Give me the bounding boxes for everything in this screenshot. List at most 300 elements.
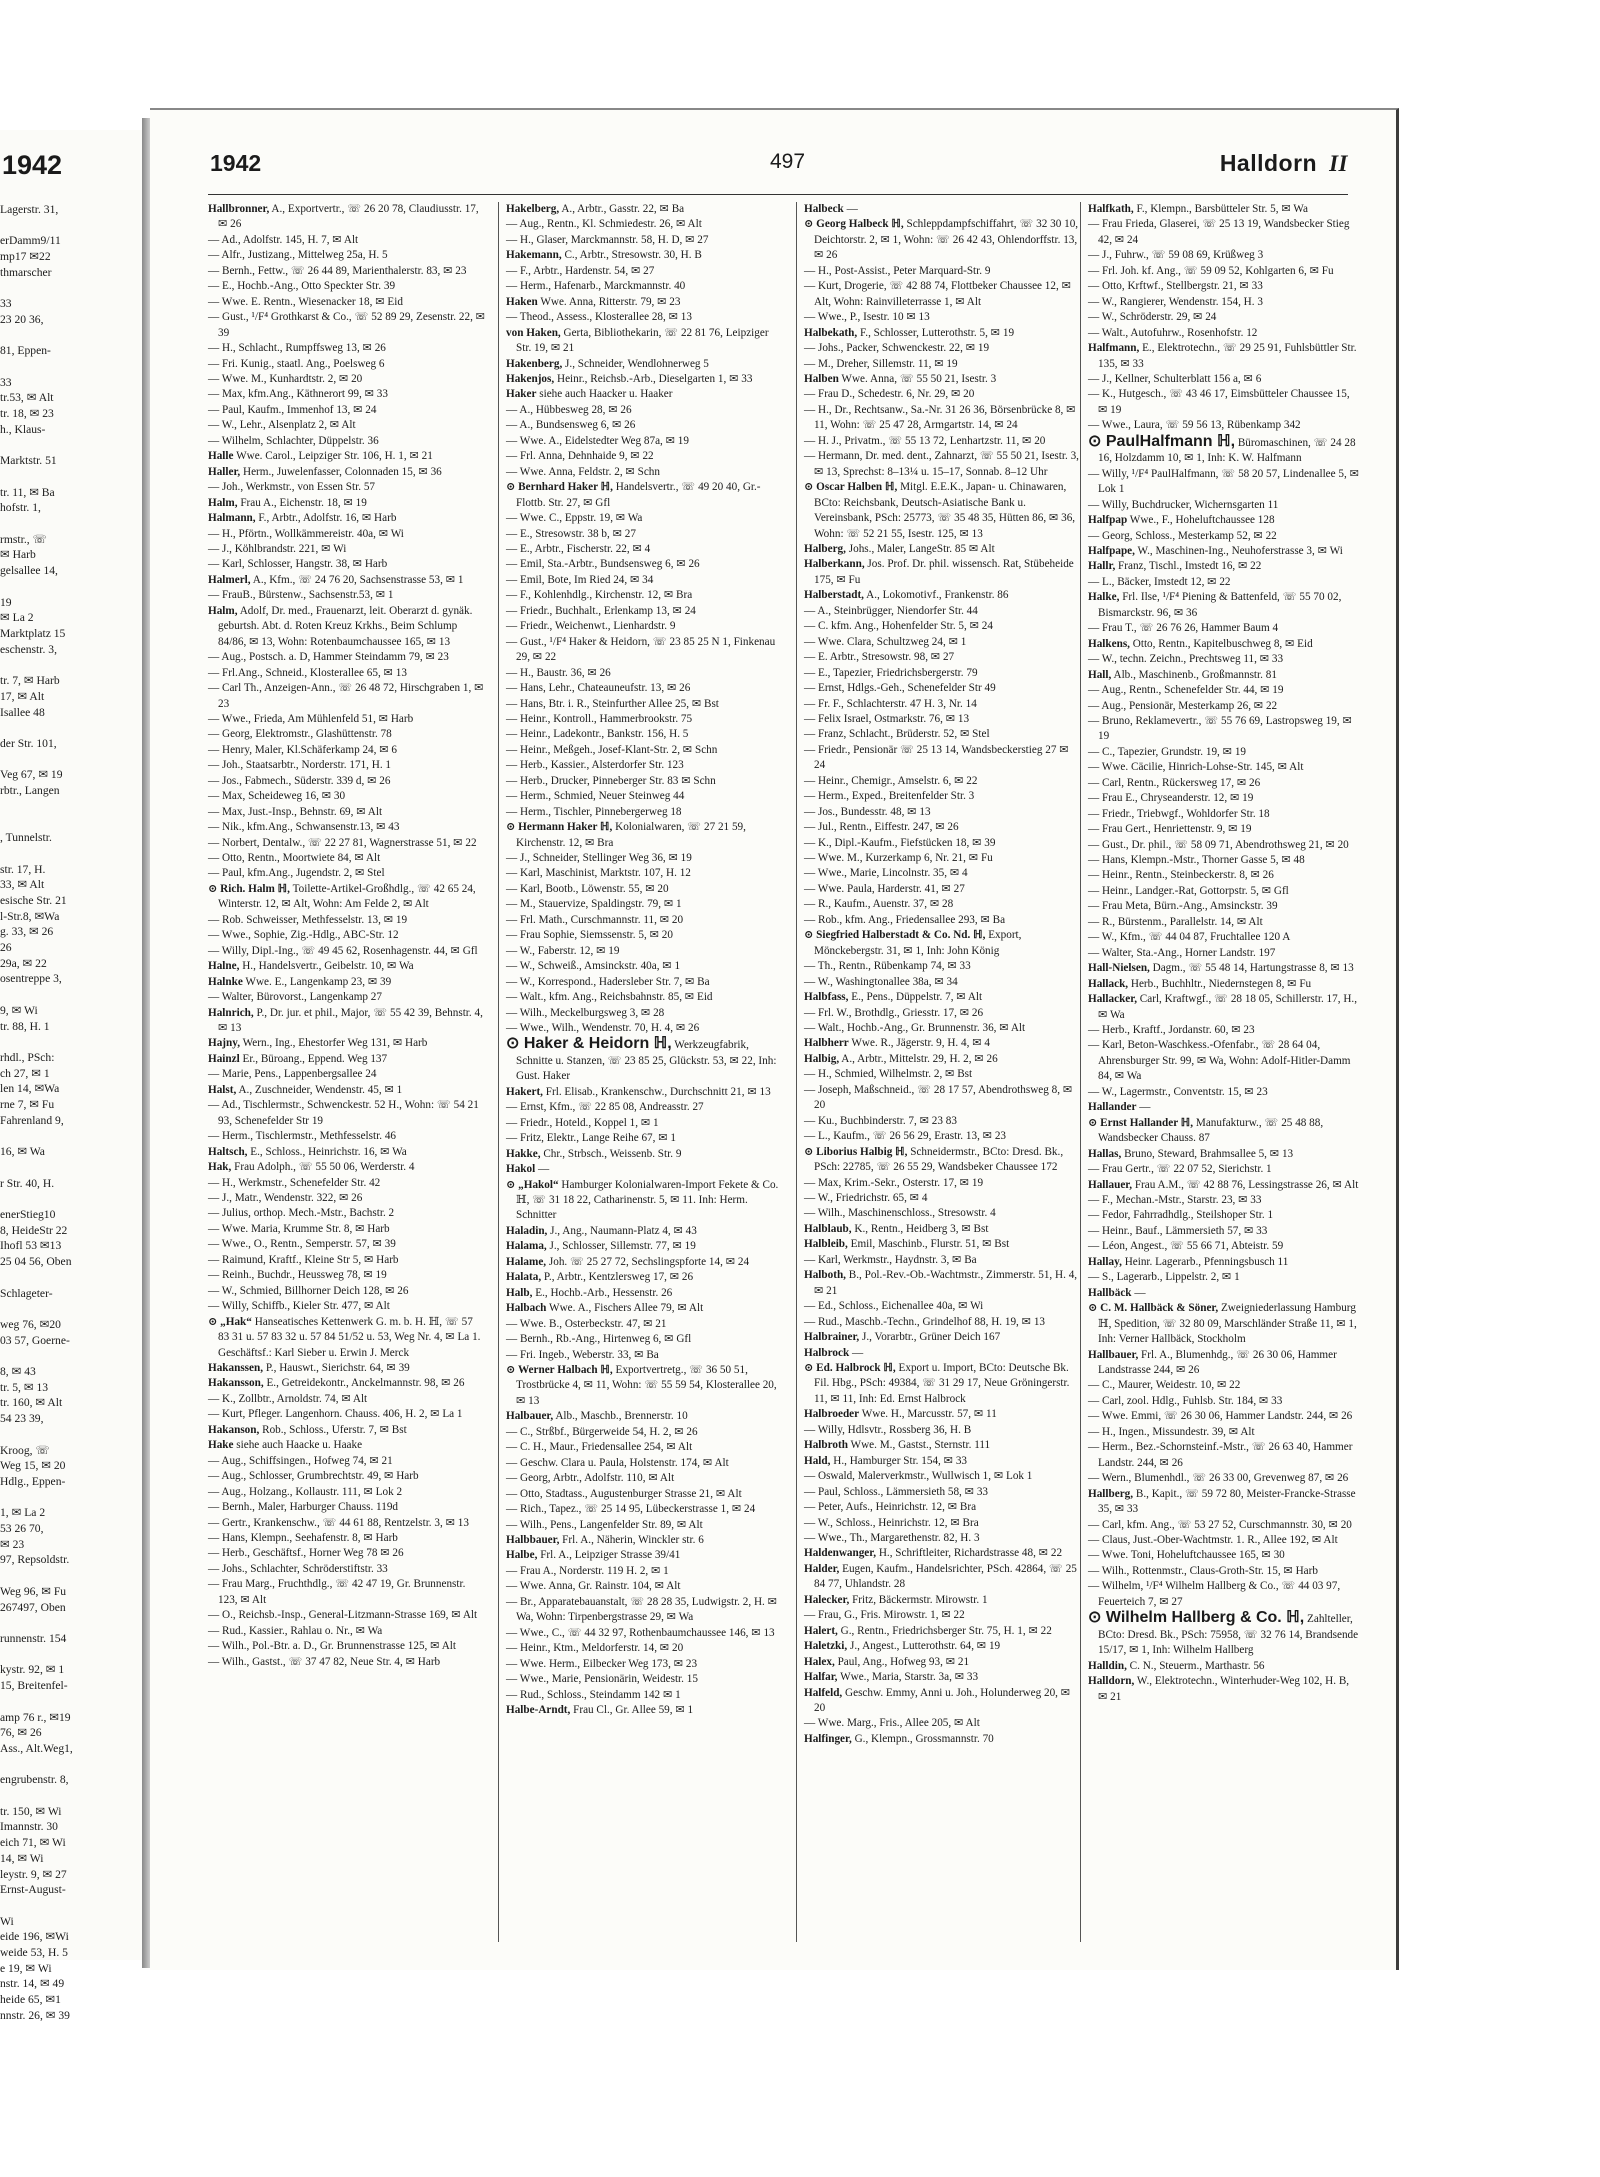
directory-entry (804, 1593, 1082, 1608)
entry-details: — Claus, Just.-Ober-Wachtmstr. 1. R., Allee 192, ✉ Alt (1088, 1533, 1338, 1546)
entry-name: ⊙ Liborius Halbig ℍ, (804, 1145, 908, 1158)
directory-entry (208, 1624, 486, 1639)
entry-name: Halata, (506, 1271, 542, 1284)
entry-details: — Léon, Angest., ☏ 55 66 71, Abteistr. 59 (1088, 1240, 1284, 1253)
entry-details: — Hans, Lehr., Chateauneufstr. 13, ✉ 26 (506, 682, 691, 695)
entry-details: — Max, kfm.Ang., Käthnerort 99, ✉ 33 (208, 388, 388, 401)
directory-entry (1088, 1471, 1360, 1486)
left-page-line: ✉ La 2 (0, 611, 34, 625)
entry-details: W., Elektrotechn., Winterhuder-Weg 102, H. B, ✉ 21 (1098, 1675, 1350, 1703)
directory-column-4 (1088, 202, 1360, 1942)
entry-name: Halnrich, (208, 1006, 254, 1019)
directory-entry (1088, 326, 1360, 341)
entry-details: — Willy, Buchdrucker, Wichernsgarten 11 (1088, 498, 1279, 511)
entry-details: — Wilh., Meckelburgsweg 3, ✉ 28 (506, 1006, 665, 1019)
entry-details: — Wilh., Rottenmstr., Claus-Groth-Str. 15, ✉ Harb (1088, 1564, 1318, 1577)
entry-details: — Wwe., C., ☏ 44 32 97, Rothenbaumchaussee 146, ✉ 13 (506, 1626, 775, 1639)
entry-details: — Wilhelm, ¹/F⁴ Wilhelm Hallberg & Co., ☏ 44 03 97, Feuerteich 7, ✉ 27 (1088, 1580, 1341, 1608)
left-page-line (0, 281, 148, 297)
entry-details: — Willy, Schiffb., Kieler Str. 477, ✉ Alt (208, 1300, 390, 1313)
directory-entry (506, 866, 784, 881)
directory-entry (804, 341, 1082, 356)
directory-entry (506, 387, 784, 402)
entry-details: — Ernst, Hdlgs.-Geh., Schenefelder Str 49 (804, 682, 996, 695)
directory-entry (506, 1301, 784, 1316)
entry-details: — Heinr., Landger.-Rat, Gottorpstr. 5, ✉ Gfl (1088, 884, 1289, 897)
entry-details: Chr., Strbsch., Weissenb. Str. 9 (540, 1147, 682, 1160)
entry-details: — Max, Just.-Insp., Behnstr. 69, ✉ Alt (208, 805, 383, 818)
entry-details: — Kurt, Drogerie, ☏ 42 88 74, Flottbeker Chaussee 12, ✉ Alt, Wohn: Rainvilleterrasse 1, ✉ Alt (804, 280, 1071, 308)
directory-entry (506, 851, 784, 866)
entry-details: — (1136, 1101, 1151, 1114)
directory-entry (506, 1224, 784, 1239)
left-page-line: 1, ✉ La 2 (0, 1506, 46, 1520)
left-page-line (0, 469, 148, 485)
directory-entry (1088, 248, 1360, 263)
directory-entry (506, 326, 784, 357)
directory-entry (506, 1657, 784, 1672)
entry-details: — Aug., Pensionär, Mesterkamp 26, ✉ 22 (1088, 699, 1278, 712)
left-page-line: thmarscher (0, 265, 52, 279)
entry-details: A., Kfm., ☏ 24 76 20, Sachsenstrasse 53, ✉ 1 (250, 573, 464, 586)
entry-name: Halne, (208, 960, 240, 973)
entry-details: J., Schlosser, Sillemstr. 77, ✉ 19 (546, 1240, 696, 1253)
directory-entry (208, 1176, 486, 1191)
directory-entry (1088, 202, 1360, 217)
entry-details: — Peter, Aufs., Heinrichstr. 12, ✉ Bra (804, 1501, 977, 1514)
left-page-line: runnenstr. 154 (0, 1631, 67, 1645)
directory-entry (804, 557, 1082, 588)
directory-entry (506, 1471, 784, 1486)
directory-entry (208, 465, 486, 480)
entry-details: C., Arbtr., Stresowstr. 30, H. B (561, 249, 702, 262)
left-page-line: leystr. 9, ✉ 27 (0, 1867, 67, 1881)
directory-entry (506, 542, 784, 557)
directory-entry (1088, 930, 1360, 945)
entry-details: — Th., Rentn., Rübenkamp 74, ✉ 33 (804, 960, 971, 973)
directory-entry (804, 774, 1082, 789)
left-page-line (0, 328, 148, 344)
entry-details: — Wwe. M., Kurzerkamp 6, Nr. 21, ✉ Fu (804, 852, 993, 865)
directory-entry (804, 959, 1082, 974)
left-page-year: 1942 (2, 150, 63, 180)
directory-entry (506, 959, 784, 974)
directory-entry (1088, 434, 1360, 467)
directory-entry (804, 326, 1082, 341)
directory-entry (208, 1160, 486, 1175)
left-page-line: 8, ✉ 43 (0, 1365, 36, 1379)
entry-details: — (1131, 1286, 1146, 1299)
entry-details: — H., Werkmstr., Schenefelder Str. 42 (208, 1176, 381, 1189)
entry-details: Frl. A., Näherin, Winckler str. 6 (559, 1533, 704, 1546)
left-page-line: eich 71, ✉ Wi (0, 1836, 66, 1850)
directory-entry (506, 1548, 784, 1563)
entry-name: Hake (208, 1439, 234, 1452)
entry-details: — Jos., Fabmech., Süderstr. 339 d, ✉ 26 (208, 774, 391, 787)
entry-details: — Otto, Rentn., Moortwiete 84, ✉ Alt (208, 852, 381, 865)
left-page-line: 267497, Oben (0, 1600, 66, 1614)
directory-entry (1088, 1394, 1360, 1409)
entry-details: H., Handelsvertr., Geibelstr. 10, ✉ Wa (239, 960, 414, 973)
directory-entry (804, 928, 1082, 959)
entry-details: Handelsvertr., ☏ 49 20 40, Gr.-Flottb. Str. 27, ✉ Gfl (516, 481, 761, 509)
left-page-line (0, 1898, 148, 1914)
entry-details: J., Ang., Naumann-Platz 4, ✉ 43 (547, 1224, 697, 1237)
entry-name: Hakelberg, (506, 203, 560, 215)
directory-entry (208, 1284, 486, 1299)
entry-details: — Carl Th., Anzeigen-Ann., ☏ 26 48 72, Hirschgraben 1, ✉ 23 (208, 682, 484, 710)
entry-details: — Rob. Schweisser, Methfesselstr. 13, ✉ 19 (208, 913, 408, 926)
left-page-line (0, 1647, 148, 1663)
entry-details: K., Rentn., Heidberg 3, ✉ Bst (851, 1222, 989, 1235)
entry-details: J., Vorarbtr., Grüner Deich 167 (859, 1331, 1001, 1344)
directory-entry (804, 604, 1082, 619)
directory-entry (1088, 1100, 1360, 1115)
left-page-line: rhdl., PSch: (0, 1050, 55, 1064)
entry-details: P., Hauswt., Sierichstr. 64, ✉ 39 (263, 1361, 410, 1374)
entry-details: — Frl. Joh. kf. Ang., ☏ 59 09 52, Kohlgarten 6, ✉ Fu (1088, 264, 1334, 277)
left-page-line: tr. 5, ✉ 13 (0, 1380, 49, 1394)
entry-details: — Rob., kfm. Ang., Friedensallee 293, ✉ Ba (804, 913, 1006, 926)
entry-details: — E., Hochb.-Ang., Otto Speckter Str. 39 (208, 280, 396, 293)
directory-entry (208, 1145, 486, 1160)
entry-details: A., Exportvertr., ☏ 26 20 78, Claudiusstr. 17, ✉ 26 (218, 203, 479, 231)
left-page-line (0, 438, 148, 454)
directory-entry (804, 1608, 1082, 1623)
entry-details: — Wwe. Maria, Krumme Str. 8, ✉ Harb (208, 1222, 390, 1235)
left-page-line: 33, ✉ Alt (0, 878, 45, 892)
entry-details: — H., Schmied, Wilhelmstr. 2, ✉ Bst (804, 1068, 973, 1081)
directory-entry (1088, 418, 1360, 433)
entry-details: — A., Hübbesweg 28, ✉ 26 (506, 403, 632, 416)
directory-entry (804, 1686, 1082, 1717)
directory-entry (506, 1021, 784, 1036)
directory-entry (506, 449, 784, 464)
directory-entry (208, 1067, 486, 1082)
left-page-line (0, 657, 148, 673)
left-page-line: 33 (0, 375, 12, 389)
directory-entry (208, 295, 486, 310)
entry-name: Halberg, (804, 542, 846, 555)
directory-entry (506, 1487, 784, 1502)
directory-entry (804, 1191, 1082, 1206)
entry-details: Adolf, Dr. med., Frauenarzt, leit. Oberarzt d. gynäk. geburtsh. Abt. d. Roten Kreuz Krkhs., Beim Schlump 84/86, ✉ 13, Wohn: Rotenbaumchaussee 165, ✉ 13 (218, 604, 473, 648)
left-page-line (0, 1427, 148, 1443)
directory-entry (208, 743, 486, 758)
entry-name: ⊙ Siegfried Halberstadt & Co. Nd. ℍ, (804, 929, 986, 942)
directory-entry (1088, 1286, 1360, 1301)
entry-name: Hall, (1088, 668, 1112, 681)
entry-details: — J., Kellner, Schulterblatt 156 a, ✉ 6 (1088, 372, 1262, 385)
entry-details: G., Rentn., Friedrichsberger Str. 75, H. 1, ✉ 22 (837, 1624, 1052, 1637)
entry-details: — Wilh., Maschinenschloss., Stresowstr. 4 (804, 1207, 996, 1220)
directory-entry (804, 727, 1082, 742)
directory-entry (1088, 1178, 1360, 1193)
entry-details: — Frau E., Chryseanderstr. 12, ✉ 19 (1088, 792, 1254, 805)
entry-details: — Emil, Bote, Im Ried 24, ✉ 34 (506, 573, 654, 586)
directory-entry (1088, 683, 1360, 698)
entry-details: — S., Lagerarb., Lippelstr. 2, ✉ 1 (1088, 1271, 1240, 1284)
entry-details: — J., Schneider, Stellinger Weg 36, ✉ 19 (506, 852, 692, 865)
entry-details: — Wwe. M., Kunhardtstr. 2, ✉ 20 (208, 372, 363, 385)
directory-entry (804, 403, 1082, 434)
entry-details: — Joseph, Maßschneid., ☏ 28 17 57, Abendrothsweg 8, ✉ 20 (804, 1083, 1073, 1112)
entry-name: Halberstadt, (804, 589, 864, 602)
directory-entry (1088, 1085, 1360, 1100)
directory-entry (1088, 1023, 1360, 1038)
directory-entry (506, 1672, 784, 1687)
entry-details: — (535, 1163, 550, 1176)
directory-entry (208, 805, 486, 820)
entry-details: — Frau, G., Fris. Mirowstr. 1, ✉ 22 (804, 1609, 965, 1622)
directory-entry (804, 805, 1082, 820)
left-page-line: hofstr. 1, (0, 501, 41, 515)
entry-details: — Wwe., Marie, Pensionärin, Weidestr. 15 (506, 1673, 698, 1686)
page-number: 497 (770, 150, 806, 173)
directory-entry (804, 1176, 1082, 1191)
directory-entry (506, 975, 784, 990)
entry-details: Hamburger Kolonialwaren-Import Fekete & Co. ℍ, ☏ 31 18 22, Catharinenstr. 5, ✉ 11. Inh: Herm. Schnitter (516, 1178, 779, 1222)
entry-details: — Karl, Beton-Waschkess.-Ofenfabr., ☏ 28 64 04, Ahrensburger Str. 99, ✉ Wa, Wohn: Adolf-Hitler-Damm 84, ✉ Wa (1088, 1039, 1351, 1083)
entry-details: Manufakturw., ☏ 25 48 88, Wandsbecker Chauss. 87 (1098, 1116, 1324, 1145)
directory-entry (208, 650, 486, 665)
directory-entry (804, 712, 1082, 727)
entry-details: Dagm., ☏ 55 48 14, Hartungstrasse 8, ✉ 13 (1149, 962, 1354, 975)
entry-details: — Carl, zool. Hdlg., Fuhlsb. Str. 184, ✉ 33 (1088, 1394, 1283, 1407)
entry-details: — Julius, orthop. Mech.-Mstr., Bachstr. 2 (208, 1207, 395, 1220)
entry-name: Haller, (208, 465, 241, 478)
directory-entry (1088, 1348, 1360, 1379)
directory-entry (208, 310, 486, 341)
entry-details: Er., Büroang., Eppend. Weg 137 (239, 1052, 388, 1065)
directory-entry (208, 789, 486, 804)
entry-details: Wwe., Maria, Starstr. 3a, ✉ 33 (837, 1671, 979, 1684)
entry-details: Wwe. Carol., Leipziger Str. 106, H. 1, ✉ 21 (233, 450, 433, 463)
entry-details: — Paul, Kaufm., Immenhof 13, ✉ 24 (208, 403, 377, 416)
directory-entry (208, 758, 486, 773)
running-head (1220, 150, 1348, 177)
entry-name: Hallander (1088, 1101, 1137, 1114)
entry-details: — Wwe., Sophie, Zig.-Hdlg., ABC-Str. 12 (208, 929, 399, 942)
entry-details: — (849, 1346, 864, 1359)
entry-details: — H., Schlacht., Rumpffsweg 13, ✉ 26 (208, 342, 386, 355)
entry-details: — W., Schloss., Heinrichstr. 12, ✉ Bra (804, 1516, 979, 1529)
entry-details: — Herm., Bez.-Schornsteinf.-Mstr., ☏ 26 63 40, Hammer Landstr. 244, ✉ 26 (1088, 1441, 1353, 1469)
directory-entry (506, 1688, 784, 1703)
directory-entry (506, 511, 784, 526)
left-page-line: str. 17, H. (0, 862, 46, 876)
entry-details: — Wwe. Clara, Schultzweg 24, ✉ 1 (804, 635, 967, 648)
entry-name: Halbach (506, 1302, 547, 1315)
left-page-line: Lagerstr. 31, (0, 203, 59, 216)
directory-entry (1088, 1239, 1360, 1254)
directory-entry (804, 743, 1082, 774)
entry-name: Hallack, (1088, 977, 1129, 990)
left-page-line: Fahrenland 9, (0, 1113, 64, 1127)
entry-details: — Emil, Sta.-Arbtr., Bundsensweg 6, ✉ 26 (506, 558, 700, 571)
entry-details: — Gertr., Krankenschw., ☏ 44 61 88, Rentzelstr. 3, ✉ 13 (208, 1516, 469, 1529)
directory-entry (804, 1361, 1082, 1407)
left-page-line: 17, ✉ Alt (0, 689, 45, 703)
directory-entry (804, 1299, 1082, 1314)
entry-name: Hainzl (208, 1052, 240, 1065)
directory-entry (804, 1206, 1082, 1221)
directory-entry (506, 774, 784, 789)
left-page-line: Hdlg., Eppen- (0, 1474, 66, 1488)
entry-name: Hak, (208, 1161, 232, 1174)
entry-details: — Aug., Schiffsingen., Hofweg 74, ✉ 21 (208, 1454, 393, 1467)
entry-name: Halbig, (804, 1052, 840, 1065)
left-page-line: kystr. 92, ✉ 1 (0, 1663, 65, 1677)
directory-entry (804, 449, 1082, 480)
entry-name: Halfpap (1088, 514, 1128, 527)
directory-entry (208, 990, 486, 1005)
directory-entry (1088, 1610, 1360, 1658)
directory-entry (208, 1608, 486, 1623)
directory-entry (1088, 1518, 1360, 1533)
directory-entry (1088, 714, 1360, 745)
directory-entry (1088, 1378, 1360, 1393)
directory-entry (506, 557, 784, 572)
directory-entry (506, 712, 784, 727)
directory-entry (208, 387, 486, 402)
directory-entry (208, 1407, 486, 1422)
left-page-line: esische Str. 21 (0, 893, 67, 907)
directory-entry (208, 557, 486, 572)
directory-entry (804, 1052, 1082, 1067)
entry-details: — Alfr., Justizang., Mittelweg 25a, H. 5 (208, 249, 388, 262)
entry-details: — Wwe. Anna, Gr. Rainstr. 104, ✉ Alt (506, 1580, 681, 1593)
entry-details: — FrauB., Bürstenw., Sachsenstr.53, ✉ 1 (208, 589, 394, 602)
entry-details: — Willy, Hdlsvtr., Rossberg 36, H. B (804, 1423, 972, 1436)
entry-details: — Frl. Math., Curschmannstr. 11, ✉ 20 (506, 913, 684, 926)
directory-entry (804, 1036, 1082, 1051)
entry-details: — Wwe., Laura, ☏ 59 56 13, Rübenkamp 342 (1088, 419, 1301, 432)
directory-column-3 (804, 202, 1082, 1942)
directory-entry (1088, 621, 1360, 636)
entry-name: Hakke, (506, 1147, 541, 1160)
entry-details: — Frau Meta, Bürn.-Ang., Amsinckstr. 39 (1088, 900, 1278, 913)
directory-entry (804, 1268, 1082, 1299)
entry-details: E., Schloss., Heinrichstr. 16, ✉ Wa (247, 1145, 407, 1158)
entry-details: — C., Strßbf., Bürgerweide 54, H. 2, ✉ 26 (506, 1425, 698, 1438)
entry-details: — Wwe. Paula, Harderstr. 41, ✉ 27 (804, 882, 965, 895)
directory-entry (804, 1067, 1082, 1082)
entry-details: — Frau A., Norderstr. 119 H. 2, ✉ 1 (506, 1564, 669, 1577)
entry-details: Werkzeugfabrik, Schnitte u. Stanzen, ☏ 23 85 25, Glückstr. 53, ✉ 22, Inh: Gust. Haker (516, 1039, 777, 1083)
entry-details: — Wwe., Marie, Lincolnstr. 35, ✉ 4 (804, 867, 968, 880)
left-page-line (0, 359, 148, 375)
entry-name: Halm, (208, 496, 238, 509)
directory-entry (804, 866, 1082, 881)
directory-entry (208, 1361, 486, 1376)
entry-details: B., Pol.-Rev.-Ob.-Wachtmstr., Zimmerstr. 51, H. 4, ✉ 21 (814, 1269, 1078, 1297)
directory-entry (506, 465, 784, 480)
directory-entry (506, 1703, 784, 1718)
left-page-line: osentreppe 3, (0, 972, 62, 986)
directory-entry (208, 666, 486, 681)
directory-entry (1088, 853, 1360, 868)
directory-entry (506, 418, 784, 433)
directory-entry (506, 1036, 784, 1084)
directory-entry (208, 248, 486, 263)
directory-entry (208, 866, 486, 881)
directory-entry (804, 1500, 1082, 1515)
entry-details: — C., Maurer, Weidestr. 10, ✉ 22 (1088, 1379, 1241, 1392)
directory-entry (804, 897, 1082, 912)
entry-name: Haladin, (506, 1224, 548, 1237)
directory-entry (208, 1036, 486, 1051)
entry-details: Wwe. R., Jägerstr. 9, H. 4, ✉ 4 (848, 1037, 990, 1050)
entry-details: — Georg, Elektromstr., Glashüttenstr. 78 (208, 728, 392, 741)
running-head-name: Halldorn (1219, 150, 1318, 176)
entry-name: Hallauer, (1088, 1178, 1133, 1191)
left-page-line: Weg 96, ✉ Fu (0, 1584, 67, 1598)
entry-details: Franz, Tischl., Imstedt 16, ✉ 22 (1115, 560, 1262, 573)
left-page-line (0, 1160, 148, 1176)
directory-entry (1088, 776, 1360, 791)
directory-entry (208, 1237, 486, 1252)
entry-details: E., Getreidekontr., Anckelmannstr. 98, ✉ 26 (263, 1377, 465, 1390)
entry-details: Alb., Maschb., Brennerstr. 10 (553, 1410, 688, 1423)
directory-entry (208, 542, 486, 557)
entry-details: G., Klempn., Grossmannstr. 70 (851, 1732, 994, 1745)
directory-entry (506, 202, 784, 217)
directory-entry (208, 1423, 486, 1438)
left-page-line: 29a, ✉ 22 (0, 956, 47, 970)
directory-entry (1088, 791, 1360, 806)
entry-details: Otto, Rentn., Kapitelbuschweg 8, ✉ Eid (1129, 637, 1313, 650)
left-page-line: h., Klaus- (0, 422, 46, 436)
entry-details: — H., Ingen., Missundestr. 39, ✉ Alt (1088, 1425, 1255, 1438)
directory-entry (1088, 1255, 1360, 1270)
left-page-line: g. 33, ✉ 26 (0, 925, 54, 939)
directory-entry (506, 279, 784, 294)
left-page-line: 81, Eppen- (0, 344, 51, 358)
directory-entry (506, 1626, 784, 1641)
directory-entry (208, 712, 486, 727)
entry-details: Wwe. Anna, Ritterstr. 79, ✉ 23 (537, 295, 681, 308)
entry-details: — Frl. W., Brothdlg., Griesstr. 17, ✉ 26 (804, 1006, 984, 1019)
entry-details: Herm., Juwelenfasser, Colonnaden 15, ✉ 36 (240, 465, 442, 478)
directory-entry (1088, 372, 1360, 387)
directory-entry (1088, 1038, 1360, 1084)
entry-details: A., Zuschneider, Wendenstr. 45, ✉ 1 (236, 1083, 403, 1096)
entry-details: Fritz, Bäckermstr. Mirowstr. 1 (849, 1593, 988, 1606)
entry-details: — Otto, Krftwf., Stellbergstr. 21, ✉ 33 (1088, 280, 1263, 293)
directory-entry (804, 681, 1082, 696)
directory-entry (804, 1021, 1082, 1036)
entry-details: — W., Washingtonallee 38a, ✉ 34 (804, 975, 958, 988)
entry-details: Joh. ☏ 25 27 72, Sechslingspforte 14, ✉ 24 (546, 1255, 750, 1268)
directory-entry (804, 1346, 1082, 1361)
entry-details: — Herb., Geschäftsf., Horner Weg 78 ✉ 26 (208, 1547, 404, 1560)
entry-details: — Georg, Arbtr., Adolfstr. 110, ✉ Alt (506, 1472, 675, 1485)
directory-entry (208, 1376, 486, 1391)
entry-details: — Wwe., O., Rentn., Semperstr. 57, ✉ 39 (208, 1238, 396, 1251)
directory-entry (1088, 1224, 1360, 1239)
left-page-line: 19 (0, 595, 12, 609)
directory-entry (506, 310, 784, 325)
directory-page (150, 108, 1399, 1970)
entry-details: — Friedr., Buchhalt., Erlenkamp 13, ✉ 24 (506, 604, 696, 617)
left-facing-page (0, 130, 152, 2022)
left-page-text-strips (0, 202, 148, 2024)
entry-name: Hakanson, (208, 1423, 260, 1436)
entry-details: — Johs., Schlachter, Schröderstiftstr. 33 (208, 1562, 388, 1575)
entry-details: — Wern., Blumenhdl., ☏ 26 33 00, Grevenweg 87, ✉ 26 (1088, 1472, 1349, 1485)
entry-name: Hall-Nielsen, (1088, 962, 1150, 975)
